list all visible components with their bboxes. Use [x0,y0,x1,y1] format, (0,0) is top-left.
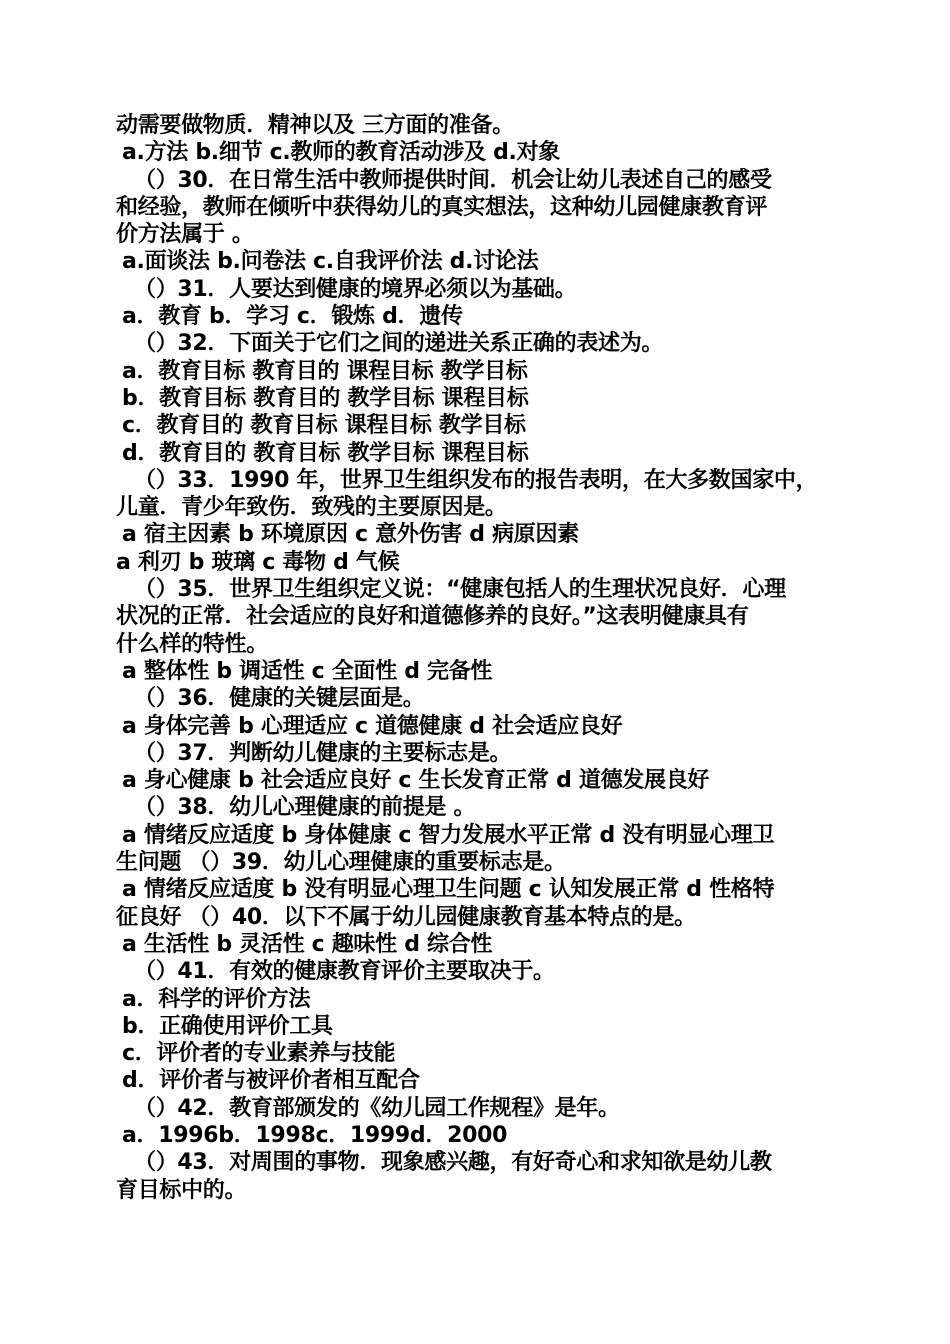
option-line: a．教育目标 教育目的 课程目标 教学目标 [122,358,528,384]
question-line: （）43．对周围的事物．现象感兴趣，有好奇心和求知欲是幼儿教 [134,1150,772,1176]
question-line: （）38．幼儿心理健康的前提是 。 [134,795,476,821]
option-line: a 生活性 b 灵活性 c 趣味性 d 综合性 [122,931,493,957]
option-line: c．评价者的专业素养与技能 [122,1041,396,1067]
option-line: a 情绪反应适度 b 身体健康 c 智力发展水平正常 d 没有明显心理卫 [122,822,775,848]
question-line: （）37．判断幼儿健康的主要标志是。 [134,740,512,766]
text-line: 状况的正常．社会适应的良好和道德修养的良好。”这表明健康具有 [116,604,749,630]
option-line: a 情绪反应适度 b 没有明显心理卫生问题 c 认知发展正常 d 性格特 [122,877,775,903]
option-line: a.面谈法 b.问卷法 c.自我评价法 d.讨论法 [122,249,539,275]
text-line: a 利刃 b 玻璃 c 毒物 d 气候 [116,549,400,575]
option-line: a．科学的评价方法 [122,986,311,1012]
text-line: 和经验，教师在倾听中获得幼儿的真实想法，这种幼儿园健康教育评 [116,194,768,220]
option-line: a 宿主因素 b 环境原因 c 意外伤害 d 病原因素 [122,522,579,548]
option-line: a 身体完善 b 心理适应 c 道德健康 d 社会适应良好 [122,713,623,739]
question-line: （）31．人要达到健康的境界必须以为基础。 [134,276,577,302]
option-line: a 身心健康 b 社会适应良好 c 生长发育正常 d 道德发展良好 [122,768,710,794]
question-line: （）36．健康的关键层面是。 [134,686,425,712]
option-line: a.方法 b.细节 c.教师的教育活动涉及 d.对象 [122,140,560,166]
question-line: （）33．1990 年，世界卫生组织发布的报告表明，在大多数国家中， [134,467,818,493]
text-line: 动需要做物质．精神以及 三方面的准备。 [116,113,514,138]
question-line: （）30．在日常生活中教师提供时间．机会让幼儿表述自己的感受 [134,167,772,193]
question-line: （）35．世界卫生组织定义说：“健康包括人的生理状况良好．心理 [134,577,786,603]
document-page [116,112,836,1204]
text-line: 育目标中的。 [116,1177,247,1203]
question-line: （）41．有效的健康教育评价主要取决于。 [134,959,555,985]
question-line: （）42．教育部颁发的《幼儿园工作规程》是年。 [134,1095,620,1121]
option-line: d．教育目的 教育目标 教学目标 课程目标 [122,440,529,466]
text-line: 什么样的特性。 [116,631,268,657]
option-line: a．教育 b．学习 c．锻炼 d．遗传 [122,304,463,330]
text-line: 儿童．青少年致伤．致残的主要原因是。 [116,495,507,521]
text-line: 征良好 （）40．以下不属于幼儿园健康教育基本特点的是。 [116,904,696,930]
text-line: 价方法属于 。 [116,222,254,248]
option-line: b．正确使用评价工具 [122,1013,333,1039]
option-line: a．1996b．1998c．1999d．2000 [122,1122,508,1148]
option-line: c．教育目的 教育目标 课程目标 教学目标 [122,413,526,439]
option-line: b．教育目标 教育目的 教学目标 课程目标 [122,385,529,411]
question-line: （）32．下面关于它们之间的递进关系正确的表述为。 [134,331,664,357]
option-line: a 整体性 b 调适性 c 全面性 d 完备性 [122,658,493,684]
text-line: 生问题 （）39．幼儿心理健康的重要标志是。 [116,850,566,876]
option-line: d．评价者与被评价者相互配合 [122,1068,420,1094]
